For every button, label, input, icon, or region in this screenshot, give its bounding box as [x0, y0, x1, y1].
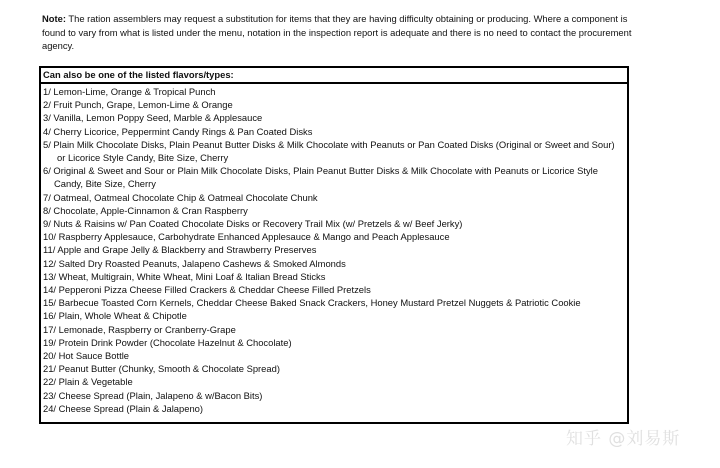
- row-text: 5/ Plain Milk Chocolate Disks, Plain Peanut Butter Disks & Milk Chocolate with Peanuts or Pan Coated Disks (Original or Sweet and Sour): [43, 138, 615, 150]
- table-rows: [41, 84, 627, 415]
- table-row: [43, 243, 627, 256]
- row-text: 16/ Plain, Whole Wheat & Chipotle: [43, 310, 187, 322]
- row-text: 17/ Lemonade, Raspberry or Cranberry-Grape: [43, 323, 236, 335]
- table-row: [43, 336, 627, 349]
- row-text: 1/ Lemon-Lime, Orange & Tropical Punch: [43, 86, 216, 97]
- flavor-types-table: [39, 66, 629, 424]
- table-row: [43, 85, 627, 98]
- table-row: [43, 362, 627, 375]
- note-text: The ration assemblers may request a substitution for items that they are having difficulty obtaining or producing. Where a component is found to vary from what is listed under the menu, notation in the inspection report is adequate and there is no need to contact the procurement agency.: [42, 13, 632, 51]
- row-text: 19/ Protein Drink Powder (Chocolate Hazelnut & Chocolate): [43, 336, 292, 348]
- table-header: Can also be one of the listed flavors/types:: [41, 68, 627, 84]
- row-text: 9/ Nuts & Raisins w/ Pan Coated Chocolate Disks or Recovery Trail Mix (w/ Pretzels & w/ Beef Jerky): [43, 218, 463, 230]
- table-row: [43, 323, 627, 336]
- table-row: [43, 270, 627, 283]
- row-text: 13/ Wheat, Multigrain, White Wheat, Mini Loaf & Italian Bread Sticks: [43, 270, 326, 282]
- table-row: [43, 217, 627, 230]
- row-text: 3/ Vanilla, Lemon Poppy Seed, Marble & Applesauce: [43, 112, 263, 124]
- table-row: [43, 138, 627, 164]
- row-text: 10/ Raspberry Applesauce, Carbohydrate Enhanced Applesauce & Mango and Peach Applesauce: [43, 231, 450, 243]
- row-text: 4/ Cherry Licorice, Peppermint Candy Rings & Pan Coated Disks: [43, 125, 313, 137]
- substitution-note: [42, 12, 642, 53]
- table-row: [43, 296, 627, 309]
- row-text: 23/ Cheese Spread (Plain, Jalapeno & w/Bacon Bits): [43, 389, 263, 401]
- row-text: 20/ Hot Sauce Bottle: [43, 350, 129, 362]
- row-text: 6/ Original & Sweet and Sour or Plain Milk Chocolate Disks, Plain Peanut Butter Disks & Milk Chocolate with Peanuts or Licorice Style: [43, 165, 598, 177]
- table-row: [43, 349, 627, 362]
- row-text: 14/ Pepperoni Pizza Cheese Filled Crackers & Cheddar Cheese Filled Pretzels: [43, 284, 371, 296]
- row-text: 8/ Chocolate, Apple-Cinnamon & Cran Raspberry: [43, 204, 248, 216]
- row-text: 7/ Oatmeal, Oatmeal Chocolate Chip & Oatmeal Chocolate Chunk: [43, 191, 318, 203]
- table-row: [43, 98, 627, 111]
- row-text: 22/ Plain & Vegetable: [43, 376, 133, 388]
- table-row: [43, 375, 627, 388]
- table-row: [43, 257, 627, 270]
- row-continuation-text: or Licorice Style Candy, Bite Size, Cherry: [57, 152, 229, 164]
- table-row: [43, 402, 627, 415]
- table-row: [43, 309, 627, 322]
- table-row: [43, 125, 627, 138]
- row-continuation-text: Candy, Bite Size, Cherry: [54, 178, 156, 190]
- row-text: 15/ Barbecue Toasted Corn Kernels, Cheddar Cheese Baked Snack Crackers, Honey Mustard Pretzel Nuggets & Patriotic Cookie: [43, 297, 581, 309]
- table-row: [43, 283, 627, 296]
- table-row: [43, 230, 627, 243]
- row-text: 21/ Peanut Butter (Chunky, Smooth & Chocolate Spread): [43, 363, 280, 375]
- table-row: [43, 389, 627, 402]
- table-row: [43, 164, 627, 190]
- note-label: Note:: [42, 13, 66, 24]
- watermark: 知乎 @刘易斯: [566, 429, 681, 449]
- row-text: 11/ Apple and Grape Jelly & Blackberry and Strawberry Preserves: [43, 244, 317, 256]
- table-row: [43, 204, 627, 217]
- row-text: 24/ Cheese Spread (Plain & Jalapeno): [43, 402, 203, 414]
- table-row: [43, 191, 627, 204]
- row-text: 12/ Salted Dry Roasted Peanuts, Jalapeno Cashews & Smoked Almonds: [43, 257, 346, 269]
- row-text: 2/ Fruit Punch, Grape, Lemon-Lime & Orange: [43, 99, 233, 111]
- table-row: [43, 111, 627, 124]
